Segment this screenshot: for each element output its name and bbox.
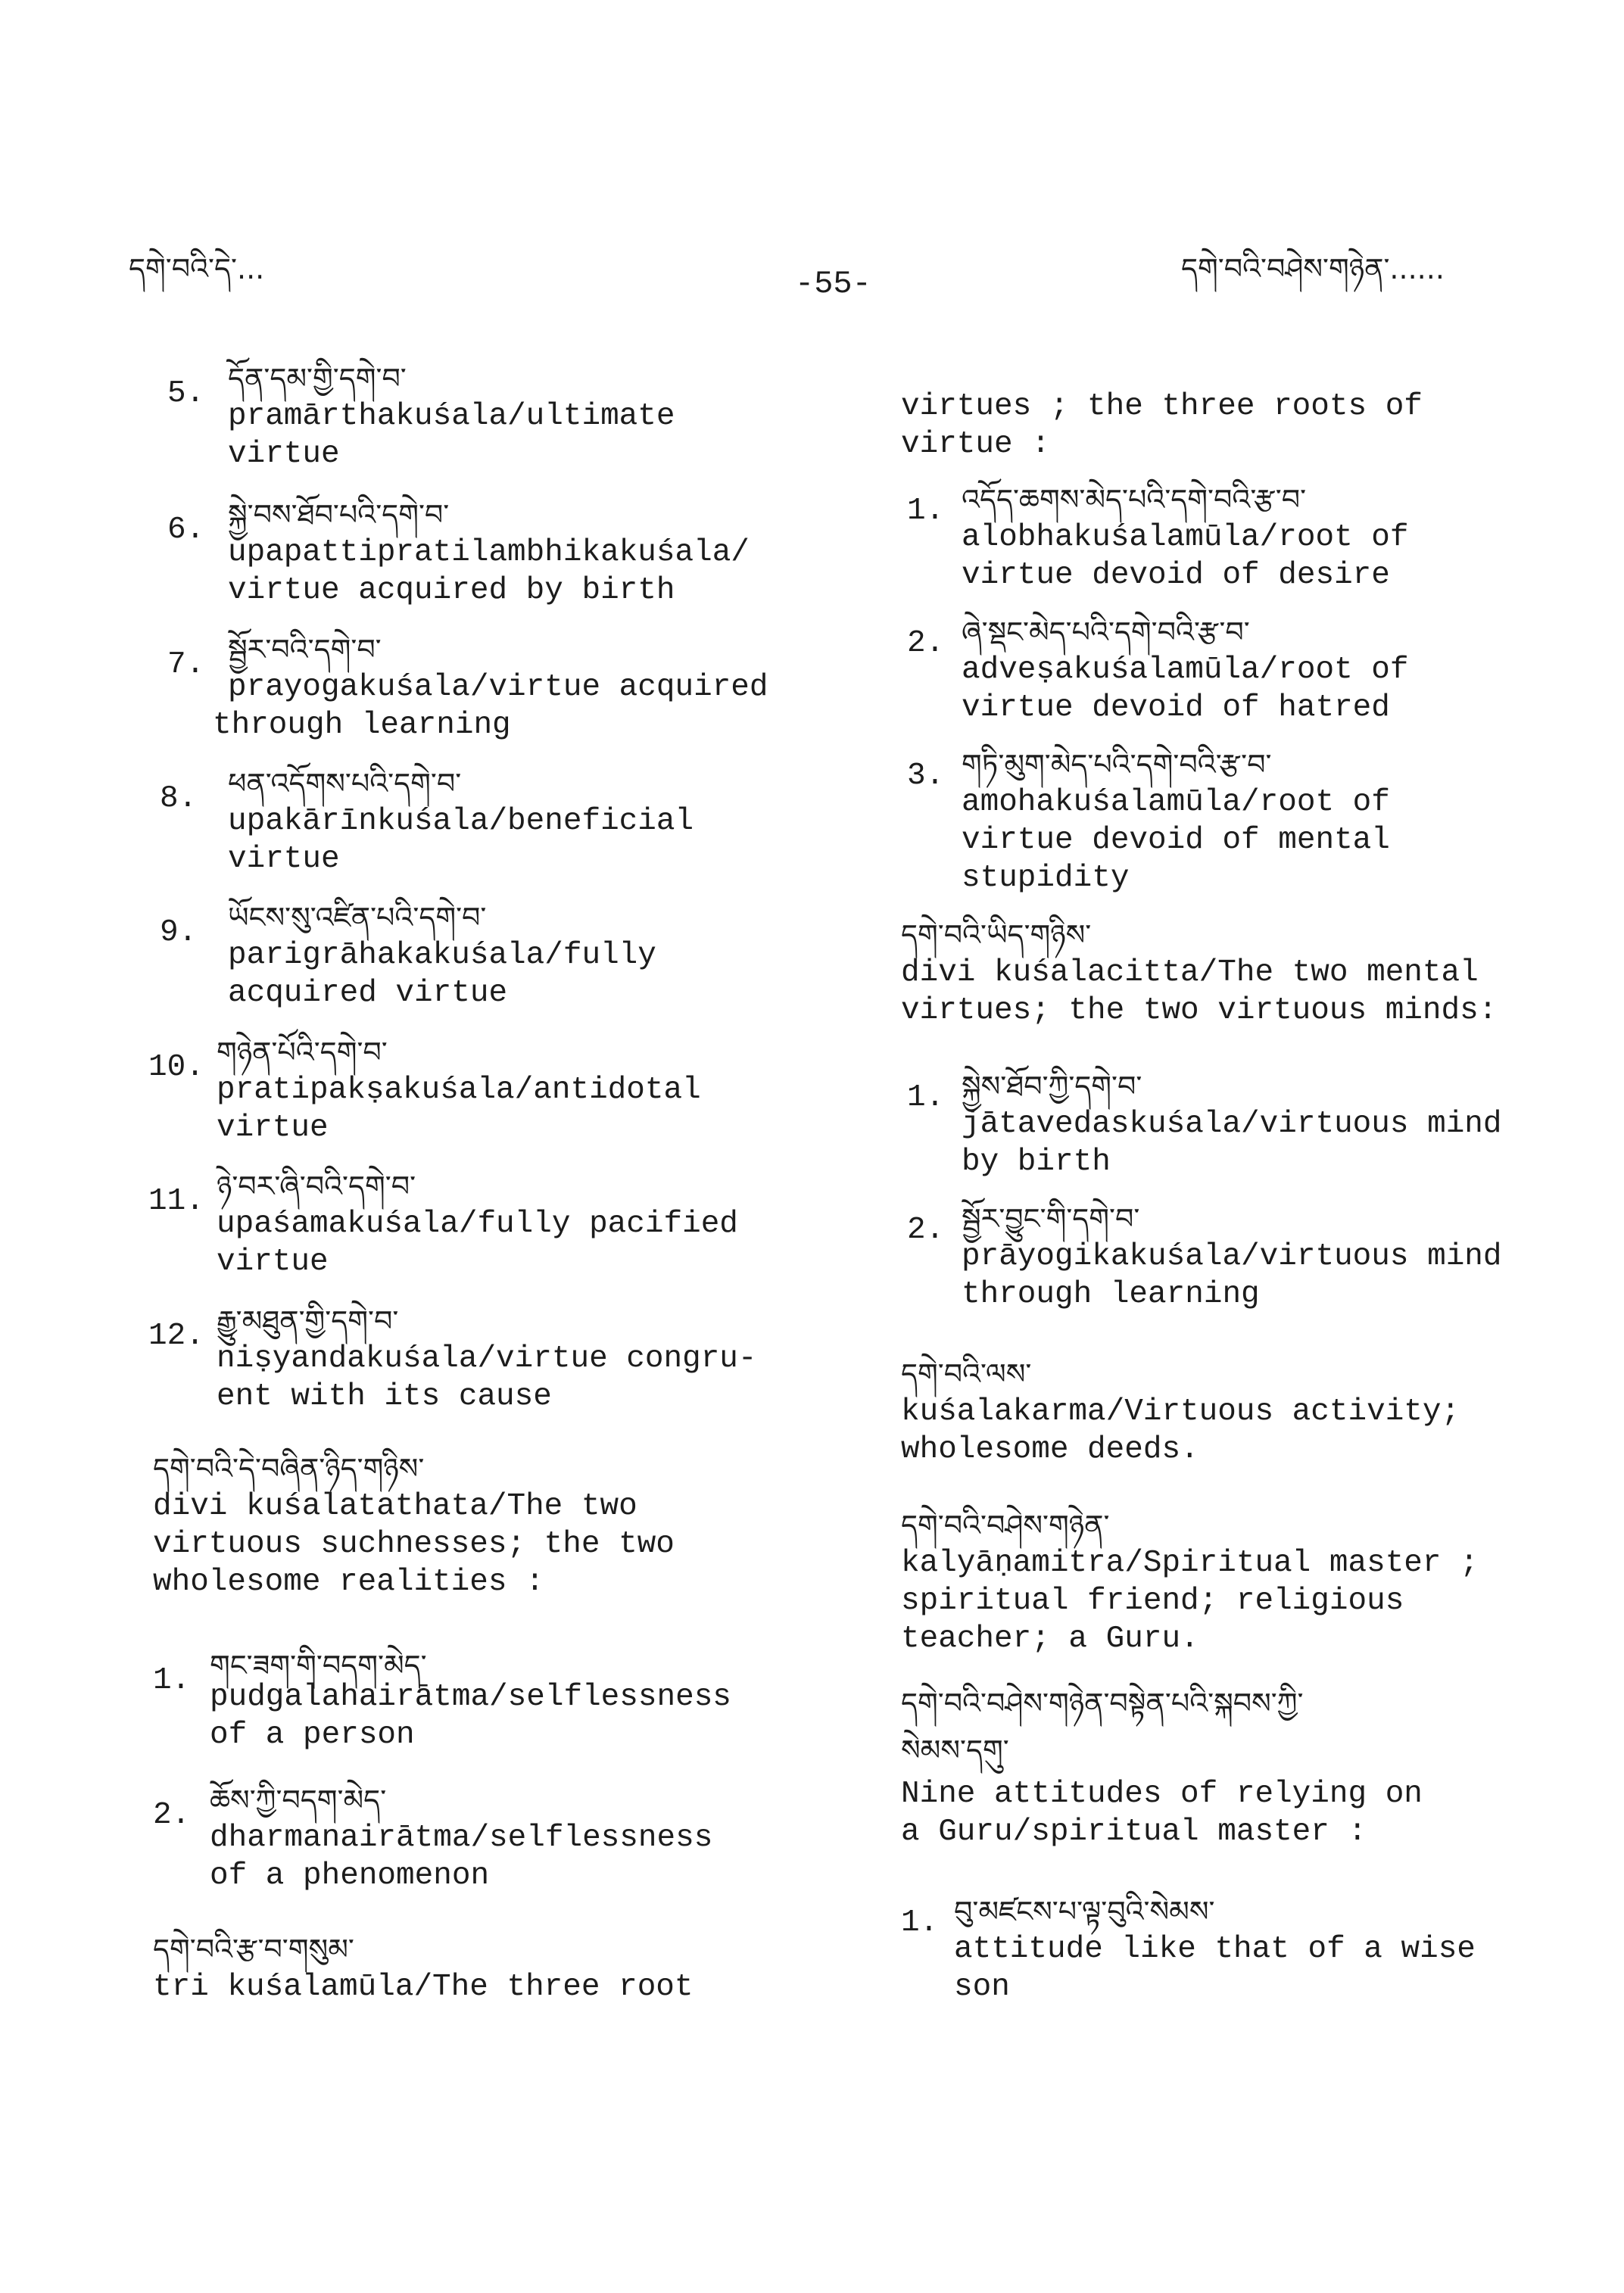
definition-line: virtuous suchnesses; the two xyxy=(153,1527,675,1562)
definition-line: virtue xyxy=(217,1111,329,1145)
definition-line: parigrāhakakuśala/fully xyxy=(228,938,656,973)
tibetan-term: དོན་དམ་གྱི་དགེ་བ་ xyxy=(228,362,407,395)
tibetan-headword: དགེ་བའི་བཤེས་གཉེན་ xyxy=(901,1509,1110,1542)
definition-line: wholesome realities : xyxy=(153,1565,544,1600)
definition-line: virtue xyxy=(228,437,340,472)
definition-line: attitude like that of a wise xyxy=(954,1932,1476,1967)
item-number: 5. xyxy=(167,376,205,411)
definition-line: through learning xyxy=(962,1277,1260,1312)
continuation-text xyxy=(901,388,1545,463)
definition-line: tri kuśalamūla/The three root xyxy=(153,1970,694,2005)
definition-line: son xyxy=(954,1970,1010,2005)
definition-line: virtue : xyxy=(901,427,1050,462)
tibetan-term: ཞེ་སྡང་མེད་པའི་དགེ་བའི་རྩ་བ་ xyxy=(962,615,1250,649)
definition-line: virtues ; the three roots of xyxy=(901,389,1423,424)
definition-line: stupidity xyxy=(962,861,1130,896)
definition-line: a Guru/spiritual master : xyxy=(901,1815,1367,1849)
tibetan-term: ཕན་འདོགས་པའི་དགེ་བ་ xyxy=(228,767,462,800)
definition-line: pudgalahairātma/selflessness xyxy=(210,1680,731,1715)
item-number: 6. xyxy=(167,512,205,547)
tibetan-headword: དགེ་བའི་བཤེས་གཉེན་བསྟེན་པའི་སྐབས་ཀྱི་ xyxy=(901,1687,1304,1720)
definition-line: kuśalakarma/Virtuous activity; xyxy=(901,1394,1460,1429)
definition-line: acquired virtue xyxy=(228,976,508,1011)
definition-line: prāyogikakuśala/virtuous mind xyxy=(962,1239,1502,1274)
tibetan-headword: དགེ་བའི་ལས་ xyxy=(901,1357,1032,1391)
definition-line: virtue xyxy=(217,1245,329,1279)
definition-line: amohakuśalamūla/root of xyxy=(962,785,1390,820)
tibetan-term: སྐྱེས་ཐོབ་ཀྱི་དགེ་བ་ xyxy=(962,1070,1142,1103)
tibetan-term: རྒྱུ་མཐུན་གྱི་དགེ་བ་ xyxy=(217,1304,399,1338)
item-number: 1. xyxy=(907,494,945,528)
definition-line: divi kuśalacitta/The two mental xyxy=(901,955,1479,990)
definition-line: jātavedaskuśala/virtuous mind xyxy=(962,1107,1502,1142)
running-header-right: དགེ་བའི་བཤེས་གཉེན་...... xyxy=(1181,252,1445,285)
tibetan-headword-continued: སེམས་དགུ་ xyxy=(901,1734,1009,1767)
definition-line: of a phenomenon xyxy=(210,1858,490,1893)
tibetan-term: སྦྱོར་བའི་དགེ་བ་ xyxy=(228,633,382,666)
item-number: 10. xyxy=(148,1050,204,1085)
definition-line: virtue devoid of desire xyxy=(962,558,1390,593)
definition-line: ent with its cause xyxy=(217,1379,552,1414)
dictionary-entry xyxy=(901,1684,1545,1851)
dictionary-entry xyxy=(153,1930,812,2006)
definition-line: pramārthakuśala/ultimate xyxy=(228,399,675,434)
definition-line: spiritual friend; religious xyxy=(901,1584,1404,1618)
tibetan-term: གཏི་མུག་མེད་པའི་དགེ་བའི་རྩ་བ་ xyxy=(962,748,1272,781)
dictionary-entry xyxy=(901,1506,1545,1658)
tibetan-term: འདོད་ཆགས་མེད་པའི་དགེ་བའི་རྩ་བ་ xyxy=(962,483,1307,516)
tibetan-term: ཉེ་བར་ཞི་བའི་དགེ་བ་ xyxy=(217,1170,416,1203)
definition-line: virtue devoid of mental xyxy=(962,823,1390,858)
tibetan-term: སྐྱེ་བས་ཐོབ་པའི་དགེ་བ་ xyxy=(228,498,450,531)
dictionary-entry xyxy=(901,916,1545,1030)
item-number: 9. xyxy=(160,915,198,950)
definition-line: upaśamakuśala/fully pacified xyxy=(217,1207,738,1242)
definition-line: of a person xyxy=(210,1718,415,1752)
definition-line: virtue devoid of hatred xyxy=(962,690,1390,725)
tibetan-term: གང་ཟག་གི་བདག་མེད་ xyxy=(210,1649,427,1682)
tibetan-term: སྦྱོར་བྱུང་གི་དགེ་བ་ xyxy=(962,1202,1140,1235)
item-number: 1. xyxy=(907,1080,945,1115)
item-number: 12. xyxy=(148,1319,204,1354)
running-header-left: དགེ་བའི་དེ་... xyxy=(129,252,265,285)
tibetan-headword: དགེ་བའི་དེ་བཞིན་ཉིད་གཉིས་ xyxy=(153,1452,425,1485)
item-number: 2. xyxy=(153,1798,191,1833)
definition-line: pratipakṣakuśala/antidotal xyxy=(217,1073,701,1108)
tibetan-term: ཡོངས་སུ་འཛིན་པའི་དགེ་བ་ xyxy=(228,901,487,934)
definition-line: virtues; the two virtuous minds: xyxy=(901,993,1498,1028)
item-number: 7. xyxy=(167,647,205,682)
tibetan-term: ཆོས་ཀྱི་བདག་མེད་ xyxy=(210,1784,387,1817)
tibetan-term: བུ་མཛངས་པ་ལྟ་བུའི་སེམས་ xyxy=(954,1895,1215,1928)
tibetan-term: གཉེན་པོའི་དགེ་བ་ xyxy=(217,1036,388,1069)
definition-line: upapattipratilambhikakuśala/ xyxy=(228,535,750,570)
definition-line: wholesome deeds. xyxy=(901,1432,1199,1467)
definition-line: alobhakuśalamūla/root of xyxy=(962,520,1409,555)
item-number: 3. xyxy=(907,759,945,793)
definition-line: dharmanairātma/selflessness xyxy=(210,1821,713,1855)
item-number: 11. xyxy=(148,1184,204,1219)
item-number: 2. xyxy=(907,1213,945,1248)
dictionary-entry xyxy=(901,1355,1545,1469)
item-number: 8. xyxy=(160,781,198,816)
definition-line: Nine attitudes of relying on xyxy=(901,1777,1423,1812)
tibetan-headword: དགེ་བའི་རྩ་བ་གསུམ་ xyxy=(153,1933,354,1966)
definition-line: by birth xyxy=(962,1145,1111,1179)
definition-line: niṣyandakuśala/virtue congru- xyxy=(217,1341,757,1376)
definition-line: prayogakuśala/virtue acquired xyxy=(228,670,768,705)
definition-line: virtue xyxy=(228,842,340,877)
definition-line: upakārīnkuśala/beneficial xyxy=(228,804,694,839)
definition-line: divi kuśalatathata/The two xyxy=(153,1489,637,1524)
definition-line: virtue acquired by birth xyxy=(228,573,675,608)
page-number: -55- xyxy=(795,266,871,302)
item-number: 1. xyxy=(153,1663,191,1698)
definition-line: adveṣakuśalamūla/root of xyxy=(962,653,1409,687)
definition-line: teacher; a Guru. xyxy=(901,1622,1199,1656)
dictionary-entry xyxy=(153,1450,812,1601)
tibetan-headword: དགེ་བའི་ཡིད་གཉིས་ xyxy=(901,918,1092,952)
definition-line: through learning xyxy=(213,708,511,743)
definition-line: kalyāṇamitra/Spiritual master ; xyxy=(901,1546,1479,1581)
item-number: 1. xyxy=(901,1905,939,1940)
item-number: 2. xyxy=(907,626,945,661)
